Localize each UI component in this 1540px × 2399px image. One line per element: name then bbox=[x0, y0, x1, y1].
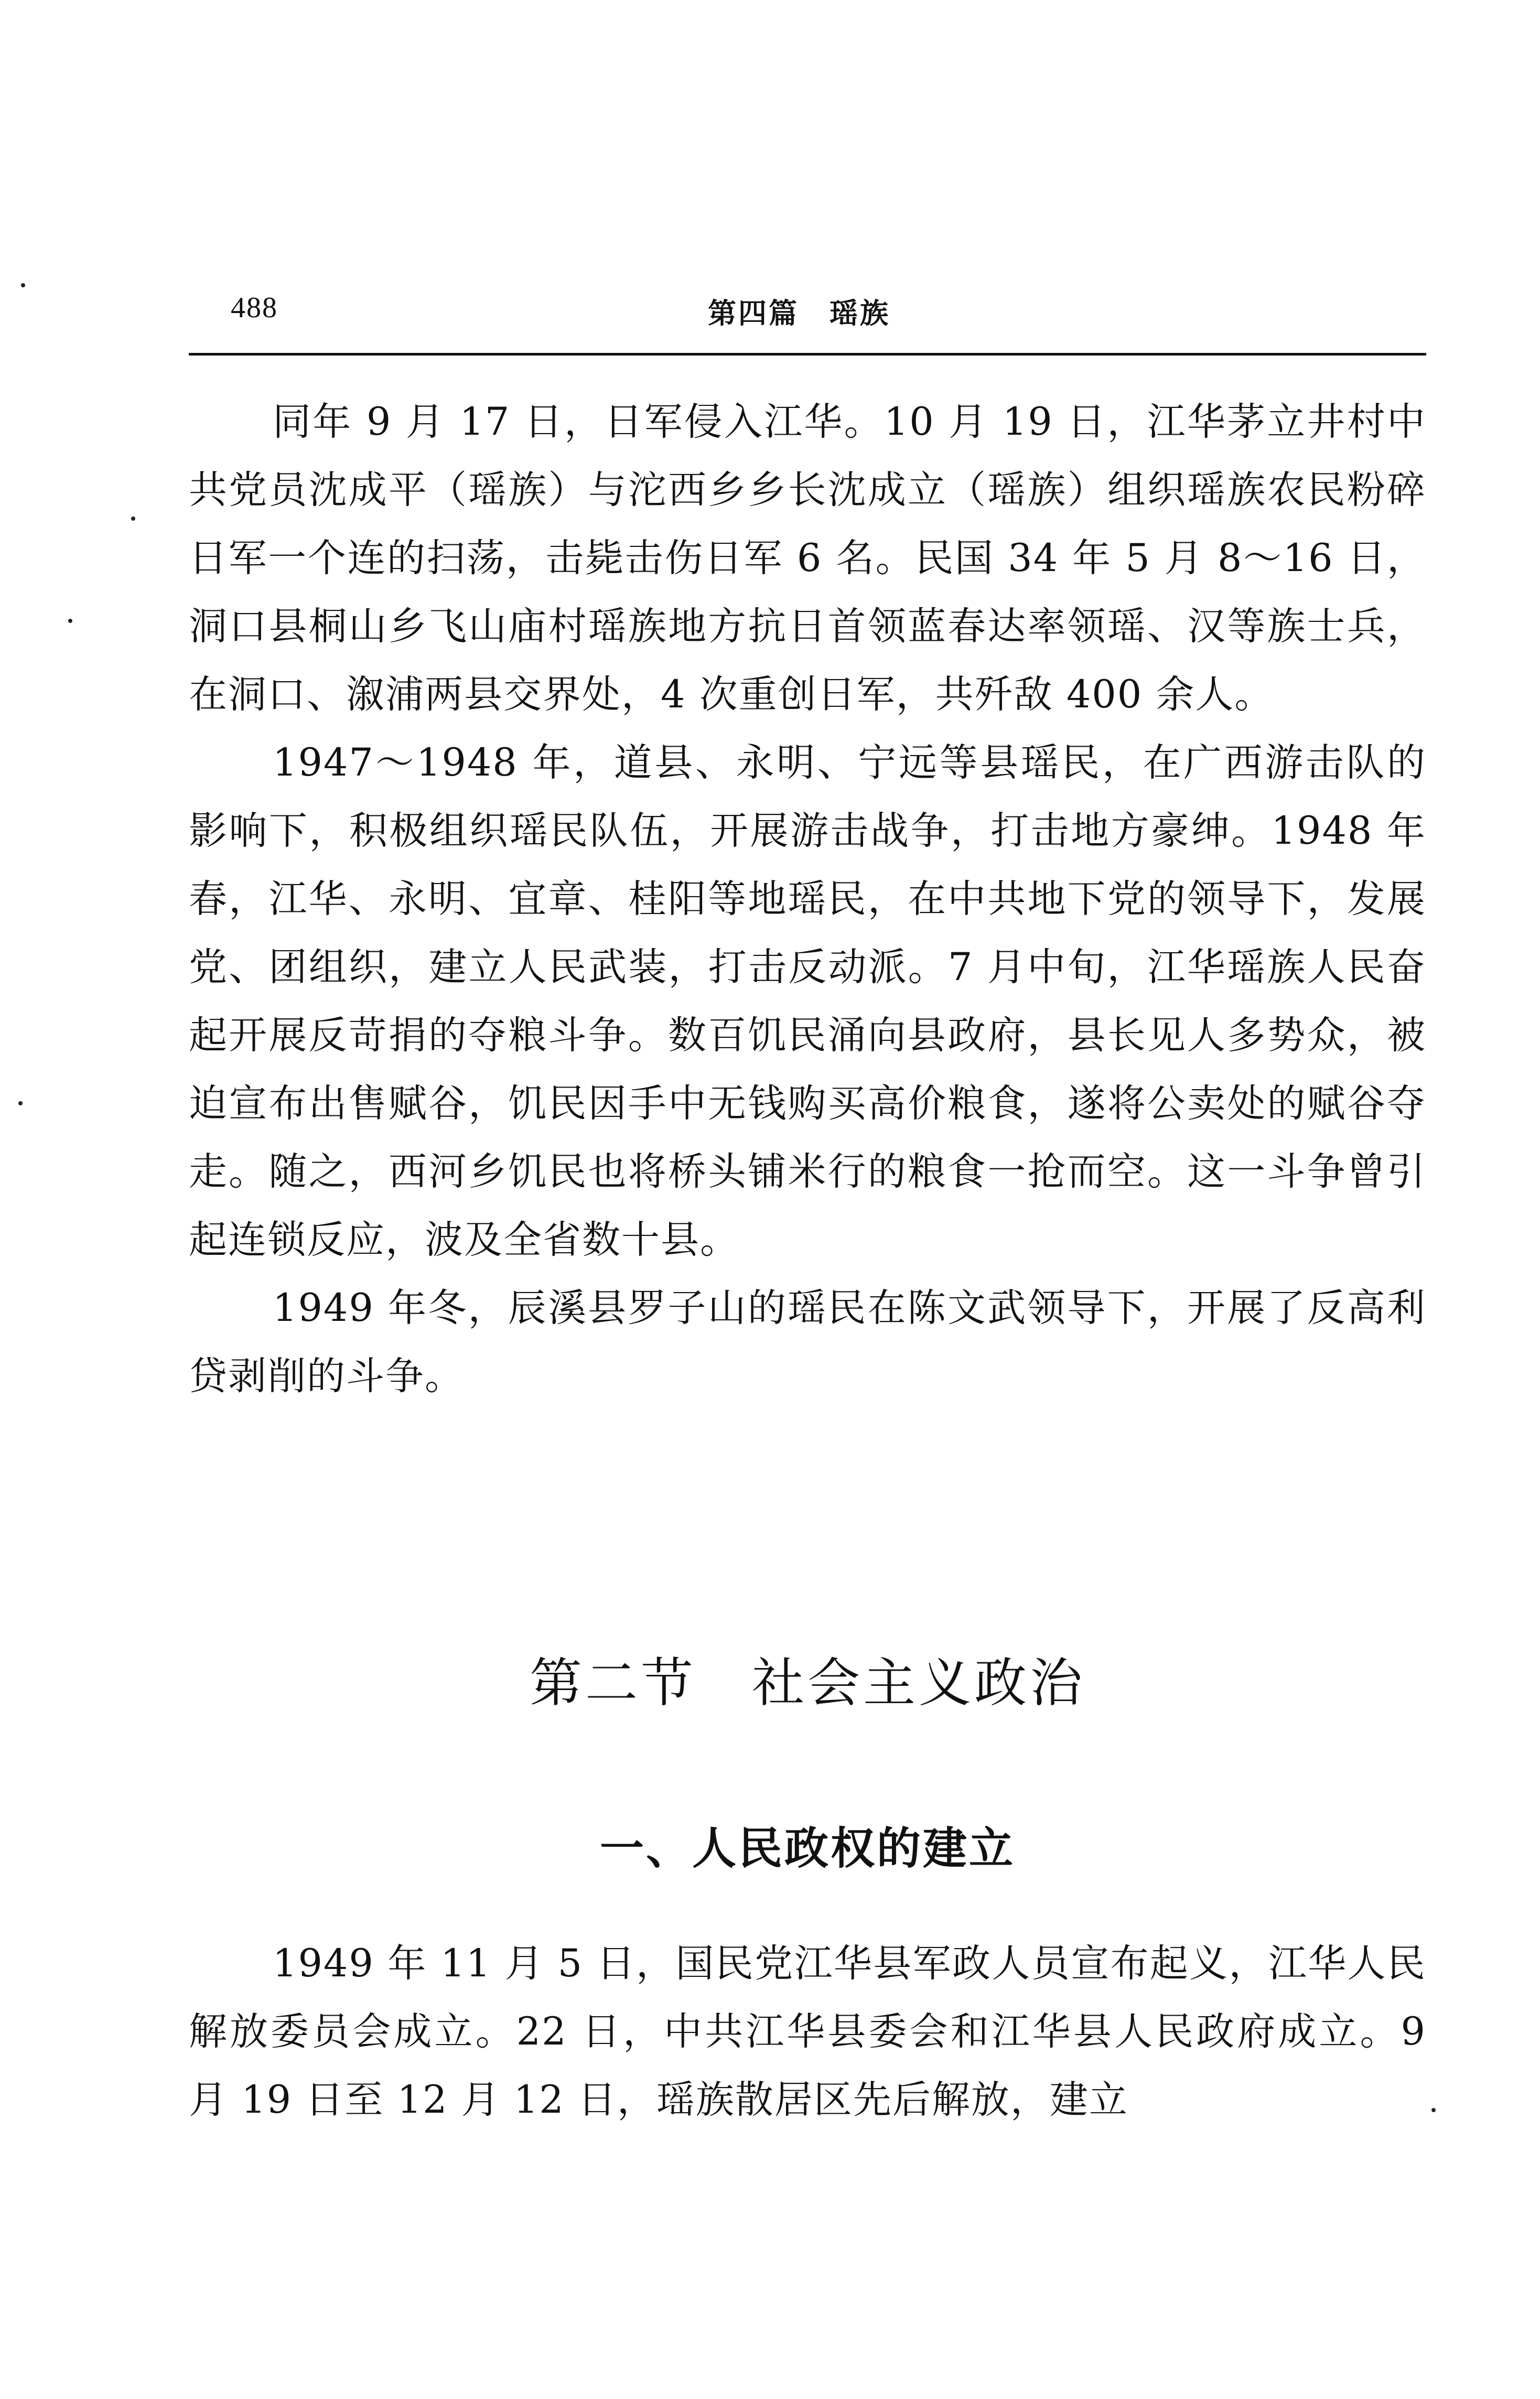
scan-speck bbox=[68, 619, 72, 623]
scan-speck bbox=[18, 1101, 23, 1105]
scan-speck bbox=[1431, 2108, 1436, 2112]
section-title: 第二节 社会主义政治 bbox=[530, 1652, 1085, 1714]
page-number: 488 bbox=[231, 292, 278, 324]
body-text-top bbox=[189, 388, 1426, 1411]
paragraph: 同年 9 月 17 日，日军侵入江华。10 月 19 日，江华茅立井村中共党员沈成平（瑶族）与沱西乡乡长沈成立（瑶族）组织瑶族农民粉碎日军一个连的扫荡，击毙击伤日军 6 名。民国 34 年 5 月 8～16 日，洞口县桐山乡飞山庙村瑶族地方抗日首领蓝春达率领瑶、汉等族士兵，在洞口、溆浦两县交界处，4 次重创日军，共歼敌 400 余人。 bbox=[189, 400, 1426, 717]
body-text-bottom bbox=[189, 1930, 1426, 2134]
scan-speck bbox=[21, 283, 25, 287]
running-head: 第四篇 瑶族 bbox=[708, 297, 890, 330]
paragraph: 1949 年冬，辰溪县罗子山的瑶民在陈文武领导下，开展了反高利贷剥削的斗争。 bbox=[189, 1286, 1426, 1398]
header-rule bbox=[189, 353, 1426, 356]
paragraph: 1949 年 11 月 5 日，国民党江华县军政人员宣布起义，江华人民解放委员会成立。22 日，中共江华县委会和江华县人民政府成立。9 月 19 日至 12 月 12 日，瑶族散居区先后解放，建立 bbox=[189, 1941, 1426, 2122]
page-header bbox=[189, 286, 1426, 359]
paragraph: 1947～1948 年，道县、永明、宁远等县瑶民，在广西游击队的影响下，积极组织瑶民队伍，开展游击战争，打击地方豪绅。1948 年春，江华、永明、宜章、桂阳等地瑶民，在中共地下党的领导下，发展党、团组织，建立人民武装，打击反动派。7 月中旬，江华瑶族人民奋起开展反苛捐的夺粮斗争。数百饥民涌向县政府，县长见人多势众，被迫宣布出售赋谷，饥民因手中无钱购买高价粮食，遂将公卖处的赋谷夺走。随之，西河乡饥民也将桥头铺米行的粮食一抢而空。这一斗争曾引起连锁反应，波及全省数十县。 bbox=[189, 740, 1426, 1262]
scan-speck bbox=[131, 517, 135, 521]
subsection-title: 一、人民政权的建立 bbox=[599, 1823, 1015, 1874]
